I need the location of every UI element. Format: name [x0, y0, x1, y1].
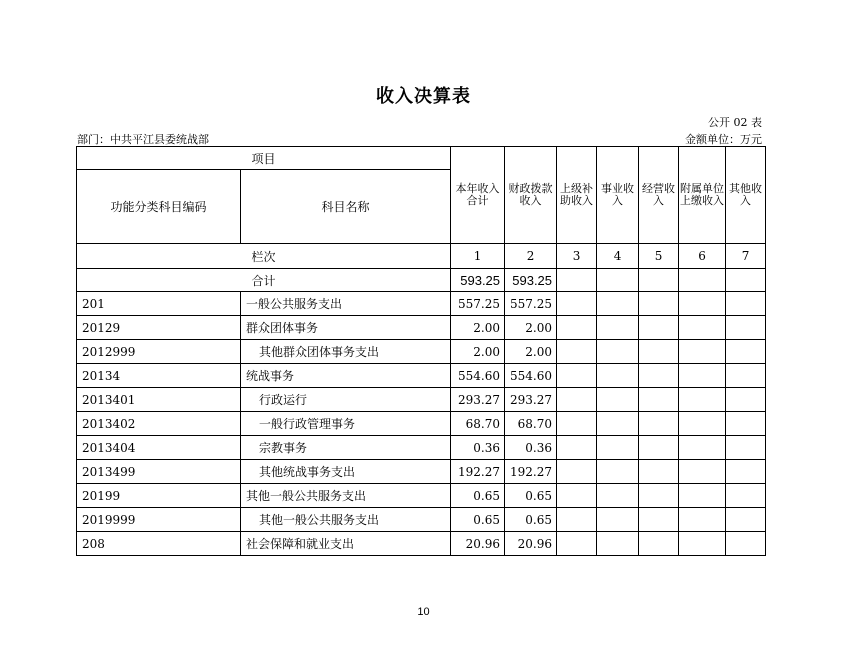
header-col-4: 事业收入 [597, 147, 639, 244]
row-value: 293.27 [505, 388, 557, 412]
seq-4: 4 [597, 244, 639, 269]
row-value [726, 388, 766, 412]
row-value [639, 532, 679, 556]
header-col-7: 其他收入 [726, 147, 766, 244]
row-value: 557.25 [451, 292, 505, 316]
row-value: 2.00 [505, 316, 557, 340]
row-value: 68.70 [505, 412, 557, 436]
table-row [77, 316, 766, 340]
row-code: 20129 [77, 316, 241, 340]
row-value [597, 532, 639, 556]
total-value [639, 269, 679, 292]
row-value [726, 292, 766, 316]
row-value [679, 292, 726, 316]
row-value [597, 316, 639, 340]
seq-2: 2 [505, 244, 557, 269]
row-value [597, 364, 639, 388]
header-item: 项目 [77, 147, 451, 170]
total-value [679, 269, 726, 292]
table-row [77, 292, 766, 316]
row-value: 68.70 [451, 412, 505, 436]
row-value [726, 460, 766, 484]
seq-5: 5 [639, 244, 679, 269]
row-name: 群众团体事务 [241, 316, 451, 340]
income-table [76, 146, 766, 556]
unit-label: 金额单位：万元 [685, 133, 762, 146]
row-name: 行政运行 [241, 388, 451, 412]
seq-7: 7 [726, 244, 766, 269]
row-value [726, 532, 766, 556]
row-value [597, 388, 639, 412]
row-value: 20.96 [505, 532, 557, 556]
row-value [679, 484, 726, 508]
row-value [557, 292, 597, 316]
row-name: 统战事务 [241, 364, 451, 388]
row-name: 社会保障和就业支出 [241, 532, 451, 556]
total-value [726, 269, 766, 292]
row-value [597, 460, 639, 484]
row-value [639, 508, 679, 532]
row-name: 其他群众团体事务支出 [241, 340, 451, 364]
row-value [557, 340, 597, 364]
page-title: 收入决算表 [376, 86, 471, 107]
row-code: 2013402 [77, 412, 241, 436]
row-value: 0.36 [451, 436, 505, 460]
header-col-5: 经营收入 [639, 147, 679, 244]
row-value [557, 316, 597, 340]
row-value: 0.65 [451, 484, 505, 508]
total-row [77, 269, 766, 292]
row-code: 208 [77, 532, 241, 556]
row-value [726, 316, 766, 340]
total-value [597, 269, 639, 292]
seq-6: 6 [679, 244, 726, 269]
total-value [557, 269, 597, 292]
row-value [557, 436, 597, 460]
row-value [557, 412, 597, 436]
row-value [557, 460, 597, 484]
row-code: 2019999 [77, 508, 241, 532]
row-value: 2.00 [451, 340, 505, 364]
table-row [77, 340, 766, 364]
header-col-3: 上级补助收入 [557, 147, 597, 244]
row-code: 20199 [77, 484, 241, 508]
header-col-2: 财政拨款收入 [505, 147, 557, 244]
table-row [77, 364, 766, 388]
row-name: 一般行政管理事务 [241, 412, 451, 436]
row-value [557, 484, 597, 508]
row-value [597, 436, 639, 460]
row-name: 其他统战事务支出 [241, 460, 451, 484]
row-value [726, 340, 766, 364]
row-value [639, 484, 679, 508]
row-value [557, 508, 597, 532]
row-name: 一般公共服务支出 [241, 292, 451, 316]
table-row [77, 460, 766, 484]
row-value: 554.60 [505, 364, 557, 388]
row-value [726, 364, 766, 388]
row-value [679, 460, 726, 484]
row-value [597, 340, 639, 364]
row-code: 2013404 [77, 436, 241, 460]
row-code: 2013499 [77, 460, 241, 484]
row-value [557, 364, 597, 388]
row-value: 2.00 [451, 316, 505, 340]
row-code: 2013401 [77, 388, 241, 412]
row-value: 0.36 [505, 436, 557, 460]
row-value [679, 388, 726, 412]
row-value: 2.00 [505, 340, 557, 364]
row-code: 201 [77, 292, 241, 316]
total-label: 合计 [77, 269, 451, 292]
row-value [679, 532, 726, 556]
row-value [726, 412, 766, 436]
table-row [77, 532, 766, 556]
table-row [77, 388, 766, 412]
row-value: 0.65 [451, 508, 505, 532]
row-value: 192.27 [451, 460, 505, 484]
department-label: 部门：中共平江县委统战部 [77, 133, 209, 146]
row-value: 554.60 [451, 364, 505, 388]
header-code: 功能分类科目编码 [77, 170, 241, 244]
seq-1: 1 [451, 244, 505, 269]
table-row [77, 412, 766, 436]
row-value [639, 388, 679, 412]
row-value [679, 340, 726, 364]
total-value: 593.25 [451, 269, 505, 292]
seq-label: 栏次 [77, 244, 451, 269]
row-value [639, 436, 679, 460]
row-value: 293.27 [451, 388, 505, 412]
row-value: 192.27 [505, 460, 557, 484]
table-row [77, 436, 766, 460]
row-value [639, 364, 679, 388]
seq-3: 3 [557, 244, 597, 269]
total-value: 593.25 [505, 269, 557, 292]
row-name: 宗教事务 [241, 436, 451, 460]
row-code: 2012999 [77, 340, 241, 364]
row-value: 20.96 [451, 532, 505, 556]
row-value: 557.25 [505, 292, 557, 316]
row-value [639, 340, 679, 364]
row-value [639, 412, 679, 436]
row-value [639, 460, 679, 484]
row-value [639, 292, 679, 316]
header-name: 科目名称 [241, 170, 451, 244]
row-value [726, 508, 766, 532]
row-value [597, 508, 639, 532]
header-col-6: 附属单位上缴收入 [679, 147, 726, 244]
form-number: 公开 02 表 [708, 116, 762, 129]
row-name: 其他一般公共服务支出 [241, 484, 451, 508]
row-value [597, 484, 639, 508]
row-value [639, 316, 679, 340]
row-value [557, 388, 597, 412]
row-value [679, 364, 726, 388]
row-value [679, 436, 726, 460]
row-value [679, 316, 726, 340]
row-value [679, 508, 726, 532]
row-value: 0.65 [505, 508, 557, 532]
table-row [77, 484, 766, 508]
row-code: 20134 [77, 364, 241, 388]
row-value [597, 412, 639, 436]
row-value [679, 412, 726, 436]
page-number: 10 [417, 606, 430, 618]
table-row [77, 508, 766, 532]
row-value: 0.65 [505, 484, 557, 508]
row-value [557, 532, 597, 556]
row-value [726, 436, 766, 460]
row-value [597, 292, 639, 316]
row-value [726, 484, 766, 508]
header-col-1: 本年收入合计 [451, 147, 505, 244]
row-name: 其他一般公共服务支出 [241, 508, 451, 532]
